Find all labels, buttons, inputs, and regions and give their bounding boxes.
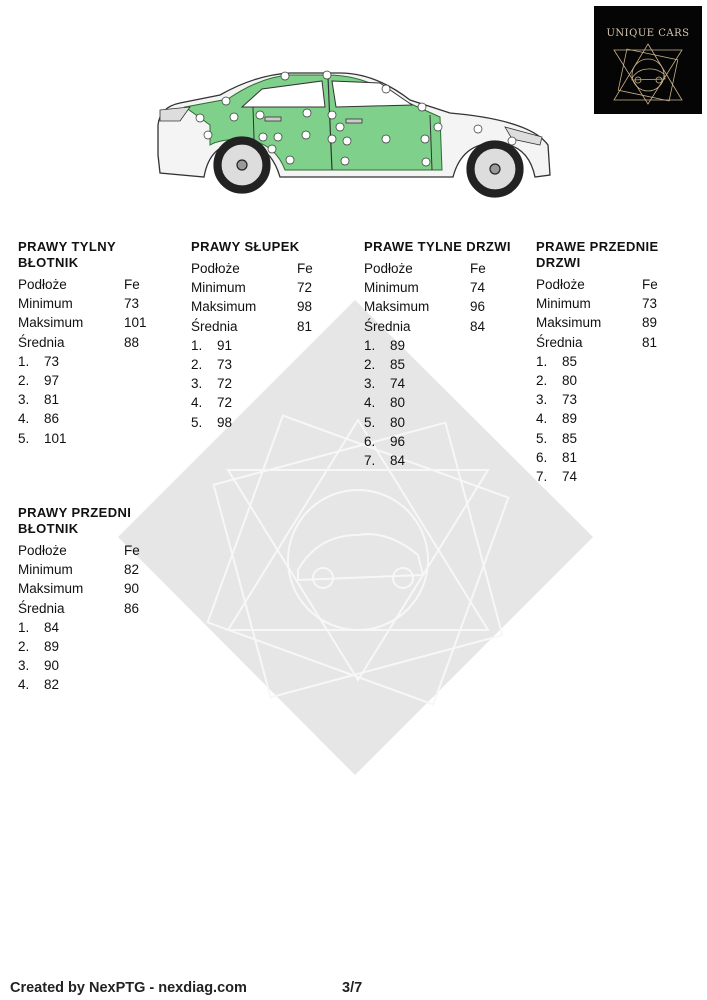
point-value: 91 [217,337,233,353]
footer-created-by: Created by NexPTG - nexdiag.com [10,980,247,996]
point-value: 98 [217,414,233,430]
stat-value: 72 [297,280,313,296]
stat-label: Średnia [18,334,65,350]
point-value: 73 [217,356,233,372]
stat-value: 96 [470,299,486,315]
point-number: 4. [536,411,548,427]
stat-label: Maksimum [191,299,257,315]
stat-label: Podłoże [191,261,240,276]
point-row [364,413,524,432]
point-row [536,429,696,448]
stat-label: Maksimum [18,315,84,331]
stat-label: Minimum [18,562,73,578]
point-value: 81 [562,449,578,465]
point-row [536,467,696,486]
point-row [191,393,351,412]
point-row [191,355,351,374]
stat-row [191,259,351,278]
point-row [18,637,178,656]
point-value: 80 [390,395,406,411]
stat-label: Minimum [364,280,419,296]
point-row [364,393,524,412]
point-row [364,374,524,393]
point-value: 72 [217,376,233,392]
point-number: 5. [191,414,203,430]
stat-value: 89 [642,315,658,331]
stat-value: Fe [297,261,313,276]
point-number: 7. [364,452,376,468]
stat-row [18,560,178,579]
point-value: 96 [390,433,406,449]
stat-label: Podłoże [364,261,413,276]
stat-value: Fe [642,277,658,292]
point-row [536,409,696,428]
stat-value: 86 [124,600,140,616]
point-row [18,429,178,448]
stat-row [18,579,178,598]
point-value: 86 [44,411,60,427]
point-row [18,390,178,409]
point-row [536,448,696,467]
point-number: 4. [18,411,30,427]
stat-row [18,275,178,294]
stat-row [364,278,524,297]
stat-value: 82 [124,562,140,578]
point-number: 3. [18,392,30,408]
stat-row [364,297,524,316]
point-row [364,355,524,374]
point-row [18,656,178,675]
point-number: 2. [536,372,548,388]
stat-value: 101 [124,315,147,331]
stat-row [18,333,178,352]
point-number: 2. [364,356,376,372]
stat-value: 81 [642,334,658,350]
point-row [364,451,524,470]
section-right-pillar [191,239,351,432]
point-value: 73 [562,392,578,408]
stat-value: 81 [297,318,313,334]
point-value: 73 [44,353,60,369]
point-number: 2. [18,638,30,654]
stat-label: Minimum [18,296,73,312]
point-value: 74 [390,376,406,392]
section-title: PRAWY TYLNY BŁOTNIK [18,239,116,270]
stat-value: 73 [642,296,658,312]
point-number: 1. [18,353,30,369]
point-row [536,371,696,390]
stat-row [364,317,524,336]
point-row [18,352,178,371]
stat-label: Maksimum [364,299,430,315]
point-number: 1. [536,353,548,369]
stat-value: Fe [124,277,140,292]
point-row [536,352,696,371]
point-number: 2. [191,356,203,372]
point-number: 5. [18,430,30,446]
stat-label: Podłoże [536,277,585,292]
point-number: 5. [364,414,376,430]
stat-label: Podłoże [18,543,67,558]
stat-row [191,278,351,297]
point-row [18,618,178,637]
section-right-front-fender [18,505,178,695]
section-title: PRAWY SŁUPEK [191,239,300,254]
stat-row [536,294,696,313]
logo-text: UNIQUE CARS [606,28,690,39]
stat-row [18,294,178,313]
point-number: 3. [191,376,203,392]
point-value: 74 [562,468,578,484]
point-number: 4. [364,395,376,411]
stat-row [536,333,696,352]
stat-row [536,275,696,294]
point-number: 3. [536,392,548,408]
section-title: PRAWY PRZEDNI BŁOTNIK [18,505,132,536]
stat-row [191,297,351,316]
stat-label: Średnia [536,334,583,350]
section-right-rear-fender [18,239,178,448]
point-row [191,413,351,432]
section-right-front-door [536,239,696,486]
point-value: 89 [44,638,60,654]
stat-label: Minimum [191,280,246,296]
stat-label: Średnia [18,600,65,616]
point-value: 81 [44,392,60,408]
point-number: 3. [18,658,30,674]
stat-row [536,313,696,332]
stat-label: Maksimum [18,581,84,597]
point-row [191,336,351,355]
point-value: 89 [390,337,406,353]
stat-label: Średnia [364,318,411,334]
stat-value: 90 [124,581,140,597]
point-number: 4. [18,677,30,693]
point-value: 84 [390,452,406,468]
point-value: 80 [390,414,406,430]
point-number: 3. [364,376,376,392]
stat-label: Maksimum [536,315,602,331]
stat-label: Podłoże [18,277,67,292]
stat-value: 84 [470,318,486,334]
stat-row [18,541,178,560]
point-value: 101 [44,430,67,446]
point-number: 6. [536,449,548,465]
point-value: 90 [44,658,60,674]
point-number: 4. [191,395,203,411]
stat-row [364,259,524,278]
page-number: 3/7 [342,980,363,996]
stat-value: 98 [297,299,313,315]
point-value: 72 [217,395,233,411]
point-number: 6. [364,433,376,449]
stat-value: Fe [124,543,140,558]
section-title: PRAWE PRZEDNIE DRZWI [536,239,659,270]
stat-label: Minimum [536,296,591,312]
point-number: 2. [18,372,30,388]
car-diagram [150,65,552,200]
point-row [364,432,524,451]
point-value: 85 [562,430,578,446]
point-row [18,371,178,390]
point-row [18,409,178,428]
point-value: 80 [562,372,578,388]
stat-value: 73 [124,296,140,312]
point-value: 97 [44,372,60,388]
stat-value: 88 [124,334,140,350]
point-value: 85 [562,353,578,369]
stat-value: 74 [470,280,486,296]
stat-row [18,313,178,332]
point-row [191,374,351,393]
point-number: 1. [364,337,376,353]
brand-logo [594,6,702,114]
point-value: 89 [562,411,578,427]
stat-row [191,317,351,336]
stat-row [18,599,178,618]
logo-emblem-icon [608,42,688,106]
point-number: 5. [536,430,548,446]
section-title: PRAWE TYLNE DRZWI [364,239,511,254]
point-value: 84 [44,619,60,635]
point-value: 85 [390,356,406,372]
point-row [536,390,696,409]
point-number: 1. [191,337,203,353]
stat-label: Średnia [191,318,238,334]
point-value: 82 [44,677,60,693]
point-row [364,336,524,355]
point-number: 1. [18,619,30,635]
stat-value: Fe [470,261,486,276]
point-row [18,675,178,694]
point-number: 7. [536,468,548,484]
section-right-rear-door [364,239,524,470]
